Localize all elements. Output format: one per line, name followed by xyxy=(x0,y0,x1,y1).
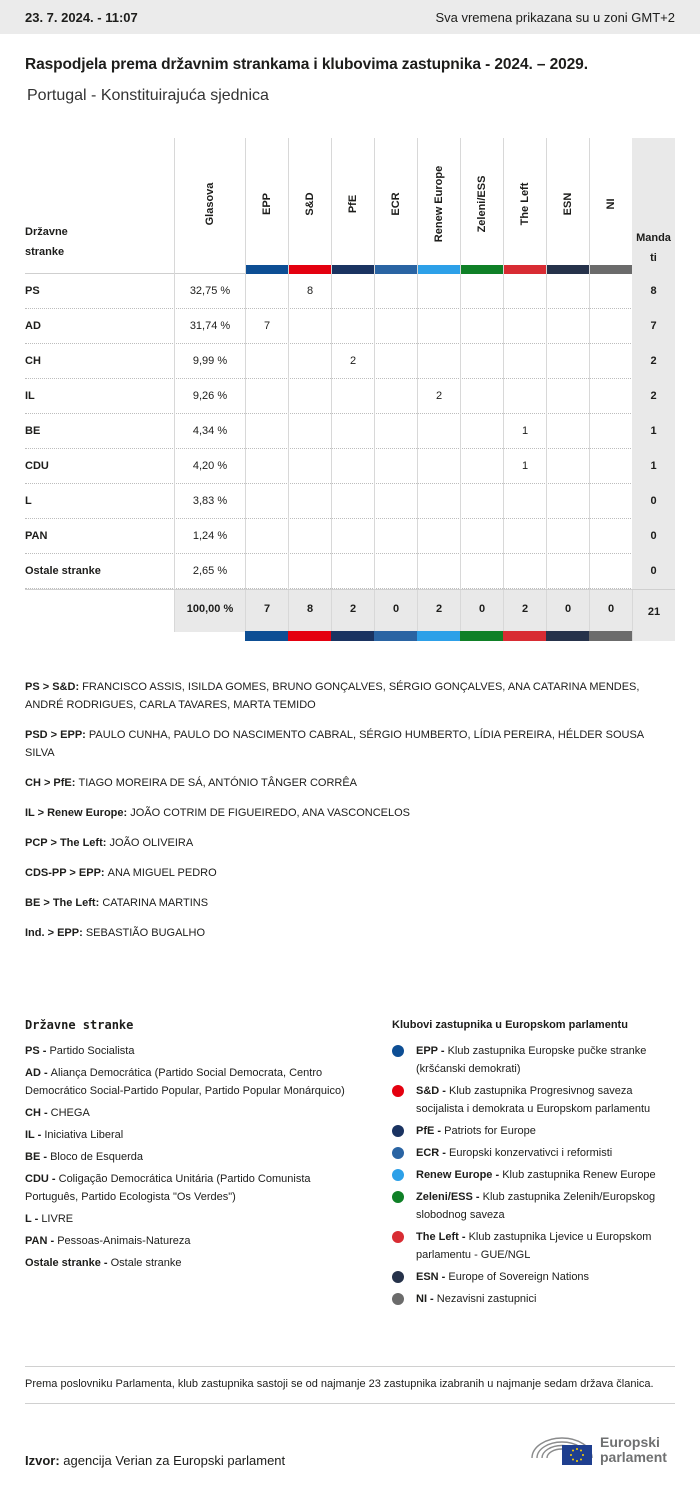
group-seats-cell xyxy=(589,554,632,589)
group-legend-item: ECR - Europski konzervativci i reformisti xyxy=(392,1144,682,1162)
group-legend-item: EPP - Klub zastupnika Europske pučke stranke (kršćanski demokrati) xyxy=(392,1042,682,1078)
total-group-seats: 2 xyxy=(331,590,374,632)
deputy-group-entry: PSD > EPP: PAULO CUNHA, PAULO DO NASCIMENTO CABRAL, SÉRGIO HUMBERTO, LÍDIA PEREIRA, HÉLDER SOUSA SILVA xyxy=(25,729,644,759)
group-color-bar xyxy=(460,631,503,641)
group-header-label: S&D xyxy=(304,192,316,216)
group-color-dot-icon xyxy=(392,1085,404,1097)
group-color-bar xyxy=(503,631,546,641)
group-seats-cell xyxy=(245,344,288,379)
party-full-name: Aliança Democrática (Partido Social Democrata, Centro Democrático Social-Partido Popular, Partido Popular Monárquico) xyxy=(25,1067,345,1097)
group-seats-cell xyxy=(374,379,417,414)
group-seats-cell xyxy=(460,449,503,484)
group-seats-cell xyxy=(331,414,374,449)
results-table xyxy=(25,138,675,640)
group-seats-cell xyxy=(245,449,288,484)
group-header-label: The Left xyxy=(519,182,531,226)
seats-total: 2 xyxy=(632,379,675,414)
deputy-group-label: PCP > The Left xyxy=(25,837,103,849)
seats-column-header xyxy=(632,138,675,274)
group-seats-cell xyxy=(331,554,374,589)
party-legend-item: CDU - Coligação Democrática Unitária (Partido Comunista Português, Partido Ecologista "Os Verdes") xyxy=(25,1173,311,1203)
group-seats-cell xyxy=(589,449,632,484)
party-abbr: Ostale stranke xyxy=(25,1257,101,1269)
group-seats-cell xyxy=(245,274,288,309)
table-body xyxy=(25,274,675,589)
total-votes: 100,00 % xyxy=(174,590,245,632)
group-seats-cell xyxy=(589,414,632,449)
group-full-name: Nezavisni zastupnici xyxy=(436,1293,537,1305)
group-seats-cell xyxy=(288,379,331,414)
group-seats-cell xyxy=(589,379,632,414)
group-abbr: PfE xyxy=(416,1125,435,1137)
group-abbr: The Left xyxy=(416,1231,459,1243)
votes-column-header xyxy=(174,138,245,274)
group-header-label: NI xyxy=(605,198,617,210)
vote-share: 9,26 % xyxy=(174,379,245,414)
deputy-names: TIAGO MOREIRA DE SÁ, ANTÓNIO TÂNGER CORRÊA xyxy=(78,777,358,789)
group-seats-cell xyxy=(503,344,546,379)
group-header-ecr xyxy=(374,138,417,274)
party-full-name: Partido Socialista xyxy=(49,1045,135,1057)
party-full-name: Bloco de Esquerda xyxy=(50,1151,144,1163)
party-full-name: Pessoas-Animais-Natureza xyxy=(57,1235,191,1247)
parties-legend-heading: Državne stranke xyxy=(25,1018,134,1032)
group-seats-cell xyxy=(503,484,546,519)
group-seats-cell xyxy=(503,519,546,554)
source-label: Izvor: xyxy=(25,1453,60,1468)
ep-logo xyxy=(528,1428,678,1468)
vote-share: 4,34 % xyxy=(174,414,245,449)
group-seats-cell xyxy=(288,309,331,344)
group-seats-cell xyxy=(546,414,589,449)
group-seats-cell xyxy=(417,344,460,379)
group-seats-cell xyxy=(331,484,374,519)
group-full-name: Klub zastupnika Zelenih/Europskog slobodnog saveza xyxy=(416,1191,656,1221)
group-seats-cell xyxy=(288,344,331,379)
group-seats-cell xyxy=(331,519,374,554)
group-seats-cell xyxy=(503,554,546,589)
deputies-list xyxy=(25,678,670,954)
group-abbr: NI xyxy=(416,1293,427,1305)
party-legend-item: PAN - Pessoas-Animais-Natureza xyxy=(25,1235,191,1247)
group-seats-cell xyxy=(417,414,460,449)
group-seats-cell: 8 xyxy=(288,274,331,309)
seats-total: 0 xyxy=(632,484,675,519)
group-seats-cell xyxy=(546,274,589,309)
deputy-names: PAULO CUNHA, PAULO DO NASCIMENTO CABRAL, SÉRGIO HUMBERTO, LÍDIA PEREIRA, HÉLDER SOUSA SILVA xyxy=(25,729,644,759)
group-color-bar xyxy=(417,631,460,641)
party-abbr: PAN xyxy=(25,1235,48,1247)
vote-share: 9,99 % xyxy=(174,344,245,379)
party-abbr: CDU xyxy=(25,1173,49,1185)
group-seats-cell xyxy=(546,484,589,519)
group-legend-item: The Left - Klub zastupnika Ljevice u Europskom parlamentu - GUE/NGL xyxy=(392,1228,682,1264)
group-seats-cell xyxy=(331,274,374,309)
table-row xyxy=(25,344,675,379)
group-seats-cell xyxy=(546,309,589,344)
deputy-group-label: Ind. > EPP xyxy=(25,927,80,939)
seats-total: 7 xyxy=(632,309,675,344)
group-header-the-left xyxy=(503,138,546,274)
party-legend-item: PS - Partido Socialista xyxy=(25,1045,135,1057)
party-abbr: CH xyxy=(25,1107,41,1119)
group-full-name: Patriots for Europe xyxy=(444,1125,536,1137)
group-seats-cell xyxy=(417,554,460,589)
group-seats-cell xyxy=(503,309,546,344)
party-name: BE xyxy=(25,425,41,437)
group-seats-cell xyxy=(503,379,546,414)
group-seats-cell xyxy=(245,414,288,449)
group-seats-cell xyxy=(417,449,460,484)
total-group-seats: 7 xyxy=(245,590,288,632)
group-seats-cell: 1 xyxy=(503,449,546,484)
group-seats-cell xyxy=(288,449,331,484)
group-full-name: Klub zastupnika Europske pučke stranke (kršćanski demokrati) xyxy=(416,1045,647,1075)
deputy-group-label: BE > The Left xyxy=(25,897,96,909)
group-seats-cell xyxy=(589,484,632,519)
logo-text xyxy=(600,1435,667,1465)
group-color-bar xyxy=(246,265,288,274)
group-color-dot-icon xyxy=(392,1045,404,1057)
vote-share: 3,83 % xyxy=(174,484,245,519)
group-color-bar xyxy=(418,265,460,274)
party-abbr: PS xyxy=(25,1045,40,1057)
group-color-bar xyxy=(590,265,632,274)
party-legend-item: BE - Bloco de Esquerda xyxy=(25,1151,144,1163)
groups-legend xyxy=(392,1016,682,1312)
group-color-dot-icon xyxy=(392,1293,404,1305)
group-seats-cell: 2 xyxy=(331,344,374,379)
group-seats-cell xyxy=(374,309,417,344)
party-name: Ostale stranke xyxy=(25,565,101,577)
parliament-hemicycle-icon xyxy=(528,1428,596,1468)
total-group-seats: 8 xyxy=(288,590,331,632)
source-text: agencija Verian za Europski parlament xyxy=(63,1453,286,1468)
group-seats-cell xyxy=(546,379,589,414)
deputy-names: FRANCISCO ASSIS, ISILDA GOMES, BRUNO GONÇALVES, SÉRGIO GONÇALVES, ANA CATARINA MENDES, ANDRÉ RODRIGUES, CARLA TAVARES, MARTA TEMIDO xyxy=(25,681,640,711)
group-legend-item: ESN - Europe of Sovereign Nations xyxy=(392,1268,682,1286)
party-abbr: AD xyxy=(25,1067,41,1079)
group-header-label: ECR xyxy=(390,192,402,216)
party-name: CDU xyxy=(25,460,49,472)
table-row xyxy=(25,274,675,309)
group-seats-cell xyxy=(460,309,503,344)
group-seats-cell xyxy=(460,379,503,414)
group-seats-cell xyxy=(331,379,374,414)
party-abbr: BE xyxy=(25,1151,41,1163)
group-legend-item: NI - Nezavisni zastupnici xyxy=(392,1290,682,1308)
group-seats-cell xyxy=(460,484,503,519)
deputy-group-label: CDS-PP > EPP xyxy=(25,867,101,879)
group-header-label: Renew Europe xyxy=(433,165,445,243)
group-seats-cell xyxy=(245,519,288,554)
group-seats-cell xyxy=(245,379,288,414)
vote-share: 2,65 % xyxy=(174,554,245,589)
group-header-label: PfE xyxy=(347,194,359,214)
group-seats-cell xyxy=(417,484,460,519)
top-bar xyxy=(0,0,700,34)
table-row xyxy=(25,484,675,519)
group-seats-cell xyxy=(546,449,589,484)
table-row xyxy=(25,449,675,484)
deputy-group-label: PS > S&D xyxy=(25,681,76,693)
party-full-name: Coligação Democrática Unitária (Partido Comunista Português, Partido Ecologista "Os Verdes") xyxy=(25,1173,311,1203)
logo-line-1: Europski xyxy=(600,1434,660,1450)
group-seats-cell xyxy=(374,554,417,589)
group-seats-cell xyxy=(374,484,417,519)
group-seats-cell xyxy=(374,414,417,449)
group-header-s-d xyxy=(288,138,331,274)
table-row xyxy=(25,519,675,554)
deputy-group-entry: Ind. > EPP: SEBASTIÃO BUGALHO xyxy=(25,927,206,939)
group-header-renew-europe xyxy=(417,138,460,274)
group-color-bar xyxy=(546,631,589,641)
deputy-names: ANA MIGUEL PEDRO xyxy=(107,867,217,879)
table-row xyxy=(25,379,675,414)
deputy-names: CATARINA MARTINS xyxy=(102,897,209,909)
deputy-group-entry: BE > The Left: CATARINA MARTINS xyxy=(25,897,209,909)
group-color-bar xyxy=(374,631,417,641)
group-seats-cell xyxy=(589,274,632,309)
timezone-note: Sva vremena prikazana su u zoni GMT+2 xyxy=(435,9,675,25)
deputy-group-entry: PS > S&D: FRANCISCO ASSIS, ISILDA GOMES, BRUNO GONÇALVES, SÉRGIO GONÇALVES, ANA CATARINA MENDES, ANDRÉ RODRIGUES, CARLA TAVARES, MARTA TEMIDO xyxy=(25,681,640,711)
group-seats-cell xyxy=(417,519,460,554)
rules-note: Prema poslovniku Parlamenta, klub zastupnika sastoji se od najmanje 23 zastupnika izabranih u najmanje sedam država članica. xyxy=(25,1366,675,1404)
group-full-name: Klub zastupnika Renew Europe xyxy=(502,1169,656,1181)
deputy-group-entry: IL > Renew Europe: JOÃO COTRIM DE FIGUEIREDO, ANA VASCONCELOS xyxy=(25,807,410,819)
page-subtitle: Portugal - Konstituirajuća sjednica xyxy=(27,87,269,104)
group-header-epp xyxy=(245,138,288,274)
groups-legend-heading: Klubovi zastupnika u Europskom parlamentu xyxy=(392,1019,628,1031)
deputy-group-entry: PCP > The Left: JOÃO OLIVEIRA xyxy=(25,837,194,849)
group-header-label: ESN xyxy=(562,192,574,216)
group-full-name: Europski konzervativci i reformisti xyxy=(449,1147,613,1159)
total-group-seats: 0 xyxy=(546,590,589,632)
group-seats-cell xyxy=(589,519,632,554)
group-seats-cell xyxy=(245,554,288,589)
group-header-label: EPP xyxy=(261,192,273,216)
group-color-bar xyxy=(332,265,374,274)
group-color-dot-icon xyxy=(392,1271,404,1283)
seats-total: 1 xyxy=(632,414,675,449)
group-color-dot-icon xyxy=(392,1191,404,1203)
group-full-name: Europe of Sovereign Nations xyxy=(448,1271,590,1283)
group-seats-cell xyxy=(417,309,460,344)
party-name: L xyxy=(25,495,32,507)
votes-header-label: Glasova xyxy=(204,182,216,226)
party-full-name: Iniciativa Liberal xyxy=(44,1129,124,1141)
group-seats-cell xyxy=(288,414,331,449)
group-seats-cell xyxy=(288,519,331,554)
party-full-name: Ostale stranke xyxy=(110,1257,182,1269)
group-seats-cell xyxy=(374,344,417,379)
group-full-name: Klub zastupnika Progresivnog saveza socijalista i demokrata u Europskom parlamentu xyxy=(416,1085,651,1115)
party-legend-item: IL - Iniciativa Liberal xyxy=(25,1129,124,1141)
table-row xyxy=(25,554,675,589)
group-seats-cell xyxy=(546,519,589,554)
seats-total: 0 xyxy=(632,519,675,554)
group-seats-cell xyxy=(374,519,417,554)
group-header-ni xyxy=(589,138,632,274)
party-legend-item: Ostale stranke - Ostale stranke xyxy=(25,1257,182,1269)
group-legend-item: Zeleni/ESS - Klub zastupnika Zelenih/Europskog slobodnog saveza xyxy=(392,1188,682,1224)
party-legend-item: L - LIVRE xyxy=(25,1213,74,1225)
seats-total: 2 xyxy=(632,344,675,379)
group-seats-cell xyxy=(589,344,632,379)
group-seats-cell xyxy=(460,344,503,379)
total-seats: 21 xyxy=(632,590,675,641)
group-seats-cell xyxy=(417,274,460,309)
group-seats-cell xyxy=(460,274,503,309)
deputy-group-entry: CH > PfE: TIAGO MOREIRA DE SÁ, ANTÓNIO TÂNGER CORRÊA xyxy=(25,777,358,789)
group-color-dot-icon xyxy=(392,1125,404,1137)
group-seats-cell xyxy=(331,449,374,484)
source-line xyxy=(25,1453,285,1468)
total-group-seats: 0 xyxy=(589,590,632,632)
party-name: PS xyxy=(25,285,40,297)
group-abbr: ESN xyxy=(416,1271,439,1283)
party-name: AD xyxy=(25,320,41,332)
group-seats-cell: 1 xyxy=(503,414,546,449)
party-name: CH xyxy=(25,355,41,367)
party-abbr: IL xyxy=(25,1129,35,1141)
group-seats-cell xyxy=(546,554,589,589)
group-seats-cell xyxy=(374,449,417,484)
group-seats-cell xyxy=(589,309,632,344)
vote-share: 31,74 % xyxy=(174,309,245,344)
group-full-name: Klub zastupnika Ljevice u Europskom parlamentu - GUE/NGL xyxy=(416,1231,652,1261)
deputy-names: JOÃO OLIVEIRA xyxy=(109,837,194,849)
group-seats-cell: 7 xyxy=(245,309,288,344)
group-color-dot-icon xyxy=(392,1231,404,1243)
party-legend-item: CH - CHEGA xyxy=(25,1107,90,1119)
party-name: IL xyxy=(25,390,35,402)
table-row xyxy=(25,309,675,344)
group-abbr: S&D xyxy=(416,1085,440,1097)
group-header-pfe xyxy=(331,138,374,274)
table-row xyxy=(25,414,675,449)
seats-total: 8 xyxy=(632,274,675,309)
group-seats-cell xyxy=(288,484,331,519)
group-color-bar xyxy=(461,265,503,274)
group-seats-cell xyxy=(460,519,503,554)
deputy-group-label: IL > Renew Europe xyxy=(25,807,124,819)
deputy-names: JOÃO COTRIM DE FIGUEIREDO, ANA VASCONCELOS xyxy=(130,807,410,819)
party-full-name: LIVRE xyxy=(41,1213,74,1225)
group-abbr: EPP xyxy=(416,1045,438,1057)
group-color-bar xyxy=(288,631,331,641)
parties-column-header: Državne stranke xyxy=(25,226,68,258)
group-color-bar xyxy=(375,265,417,274)
group-legend-item: S&D - Klub zastupnika Progresivnog saveza socijalista i demokrata u Europskom parlamentu xyxy=(392,1082,682,1118)
group-color-bar xyxy=(289,265,331,274)
group-color-dot-icon xyxy=(392,1147,404,1159)
vote-share: 4,20 % xyxy=(174,449,245,484)
group-header-esn xyxy=(546,138,589,274)
group-color-bar xyxy=(504,265,546,274)
group-abbr: Zeleni/ESS xyxy=(416,1191,473,1203)
group-seats-cell xyxy=(288,554,331,589)
total-group-seats: 2 xyxy=(417,590,460,632)
total-group-seats: 0 xyxy=(460,590,503,632)
group-seats-cell xyxy=(546,344,589,379)
deputy-names: SEBASTIÃO BUGALHO xyxy=(85,927,206,939)
group-legend-item: PfE - Patriots for Europe xyxy=(392,1122,682,1140)
party-legend-item: AD - Aliança Democrática (Partido Social Democrata, Centro Democrático Social-Partido Popular, Partido Popular Monárquico) xyxy=(25,1067,345,1097)
group-abbr: Renew Europe xyxy=(416,1169,493,1181)
page-title: Raspodjela prema državnim strankama i klubovima zastupnika - 2024. – 2029. xyxy=(25,56,588,73)
party-name: PAN xyxy=(25,530,48,542)
group-seats-cell xyxy=(245,484,288,519)
group-color-bar xyxy=(245,631,288,641)
group-seats-cell xyxy=(460,554,503,589)
total-group-seats: 2 xyxy=(503,590,546,632)
datetime: 23. 7. 2024. - 11:07 xyxy=(25,9,138,25)
group-color-dot-icon xyxy=(392,1169,404,1181)
seats-total: 0 xyxy=(632,554,675,589)
logo-line-2: parlament xyxy=(600,1449,667,1465)
group-color-bar xyxy=(589,631,632,641)
group-color-bar xyxy=(331,631,374,641)
group-abbr: ECR xyxy=(416,1147,440,1159)
deputy-group-label: PSD > EPP xyxy=(25,729,83,741)
group-seats-cell: 2 xyxy=(417,379,460,414)
total-group-seats: 0 xyxy=(374,590,417,632)
party-full-name: CHEGA xyxy=(50,1107,90,1119)
group-seats-cell xyxy=(460,414,503,449)
totals-row xyxy=(25,589,675,640)
vote-share: 1,24 % xyxy=(174,519,245,554)
group-header-label: Zeleni/ESS xyxy=(476,175,488,233)
group-legend-item: Renew Europe - Klub zastupnika Renew Europe xyxy=(392,1166,682,1184)
parties-legend xyxy=(25,1016,365,1276)
group-color-bar xyxy=(547,265,589,274)
group-seats-cell xyxy=(374,274,417,309)
deputy-group-entry: CDS-PP > EPP: ANA MIGUEL PEDRO xyxy=(25,867,217,879)
party-abbr: L xyxy=(25,1213,32,1225)
seats-total: 1 xyxy=(632,449,675,484)
vote-share: 32,75 % xyxy=(174,274,245,309)
group-header-zeleni-ess xyxy=(460,138,503,274)
deputy-group-label: CH > PfE xyxy=(25,777,72,789)
group-seats-cell xyxy=(503,274,546,309)
group-seats-cell xyxy=(331,309,374,344)
seats-header-label: Mandati xyxy=(636,232,671,264)
table-header xyxy=(25,138,675,274)
